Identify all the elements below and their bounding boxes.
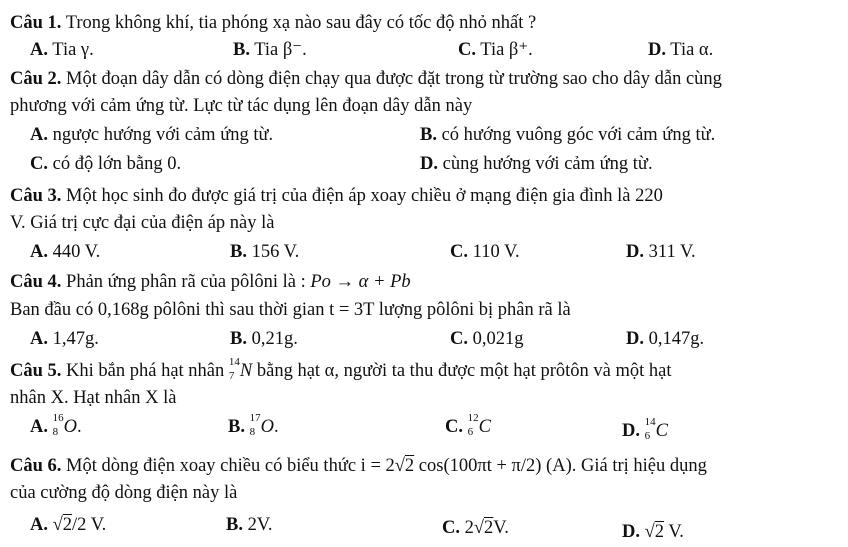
question-3-stem-line-2: V. Giá trị cực đại của điện áp này là [10, 213, 275, 233]
question-6-option-d: D. √2 V. [622, 522, 684, 542]
question-5-stem-line-1: Câu 5. Khi bắn phá hạt nhân 14 7 N bằng hạt α, người ta thu được một hạt prôtôn và một hạt [10, 356, 672, 382]
question-4-options [30, 330, 842, 352]
question-5-option-a: A. 16 8 O. [30, 412, 82, 438]
question-5-label: Câu 5. [10, 361, 62, 381]
question-1-option-a: A. Tia γ. [30, 40, 94, 60]
question-3-stem-line-1: Câu 3. Một học sinh đo được giá trị của điện áp xoay chiều ở mạng điện gia đình là 220 [10, 186, 663, 206]
sqrt-expression: √2 [394, 456, 415, 476]
question-3-option-b: B. 156 V. [230, 242, 300, 262]
question-2-option-b: B. có hướng vuông góc với cảm ứng từ. [420, 125, 716, 145]
question-6-option-a: A. √2/2 V. [30, 515, 107, 535]
question-2-stem-line-1: Câu 2. Một đoạn dây dẫn có dòng điện chạy qua được đặt trong từ trường sao cho dây dẫn cùng [10, 69, 722, 89]
question-4-option-a: A. 1,47g. [30, 329, 99, 349]
question-6-option-c: C. 2√2V. [442, 518, 509, 538]
question-3-options [30, 243, 842, 265]
question-4-option-d: D. 0,147g. [626, 329, 705, 349]
question-2-options-row-2 [30, 155, 842, 177]
question-3-label: Câu 3. [10, 186, 62, 206]
decay-reaction: Po → α + Pb [310, 272, 411, 292]
question-3-option-a: A. 440 V. [30, 242, 101, 262]
question-5-option-b: B. 17 8 O. [228, 412, 279, 438]
question-4-label: Câu 4. [10, 272, 62, 292]
question-1-option-c: C. Tia β⁺. [458, 40, 533, 60]
question-3-option-d: D. 311 V. [626, 242, 696, 262]
question-1-options [30, 41, 842, 63]
question-2-stem-line-2: phương với cảm ứng từ. Lực từ tác dụng lên đoạn dây dẫn này [10, 96, 473, 116]
question-6-stem-line-2: của cường độ dòng điện này là [10, 483, 238, 503]
question-2-option-a: A. ngược hướng với cảm ứng từ. [30, 125, 274, 145]
question-4-option-c: C. 0,021g [450, 329, 524, 349]
question-2-option-d: D. cùng hướng với cảm ứng từ. [420, 154, 653, 174]
nucleus-notation: 14 7 N [228, 356, 253, 382]
question-6-stem-line-1: Câu 6. Một dòng điện xoay chiều có biểu thức i = 2√2 cos(100πt + π/2) (A). Giá trị hiệu dụng [10, 456, 707, 476]
question-3-option-c: C. 110 V. [450, 242, 520, 262]
question-6-label: Câu 6. [10, 456, 62, 476]
question-5-options [30, 412, 842, 442]
question-2-label: Câu 2. [10, 69, 62, 89]
question-1-option-d: D. Tia α. [648, 40, 714, 60]
question-1-stem: Câu 1. Trong không khí, tia phóng xạ nào sau đây có tốc độ nhỏ nhất ? [10, 13, 537, 33]
question-6-options [30, 515, 842, 542]
question-4-option-b: B. 0,21g. [230, 329, 298, 349]
question-1-option-b: B. Tia β⁻. [233, 40, 307, 60]
question-6-option-b: B. 2V. [226, 515, 273, 535]
question-2-option-c: C. có độ lớn bằng 0. [30, 154, 182, 174]
question-2-options-row-1 [30, 126, 842, 148]
question-5-option-d: D. 14 6 C [622, 416, 668, 442]
question-4-stem-line-2: Ban đầu có 0,168g pôlôni thì sau thời gian t = 3T lượng pôlôni bị phân rã là [10, 300, 571, 320]
question-1-label: Câu 1. [10, 13, 62, 33]
question-5-option-c: C. 12 6 C [445, 412, 491, 438]
question-4-stem-line-1: Câu 4. Phản ứng phân rã của pôlôni là : Po → α + Pb [10, 272, 411, 292]
question-5-stem-line-2: nhân X. Hạt nhân X là [10, 388, 177, 408]
